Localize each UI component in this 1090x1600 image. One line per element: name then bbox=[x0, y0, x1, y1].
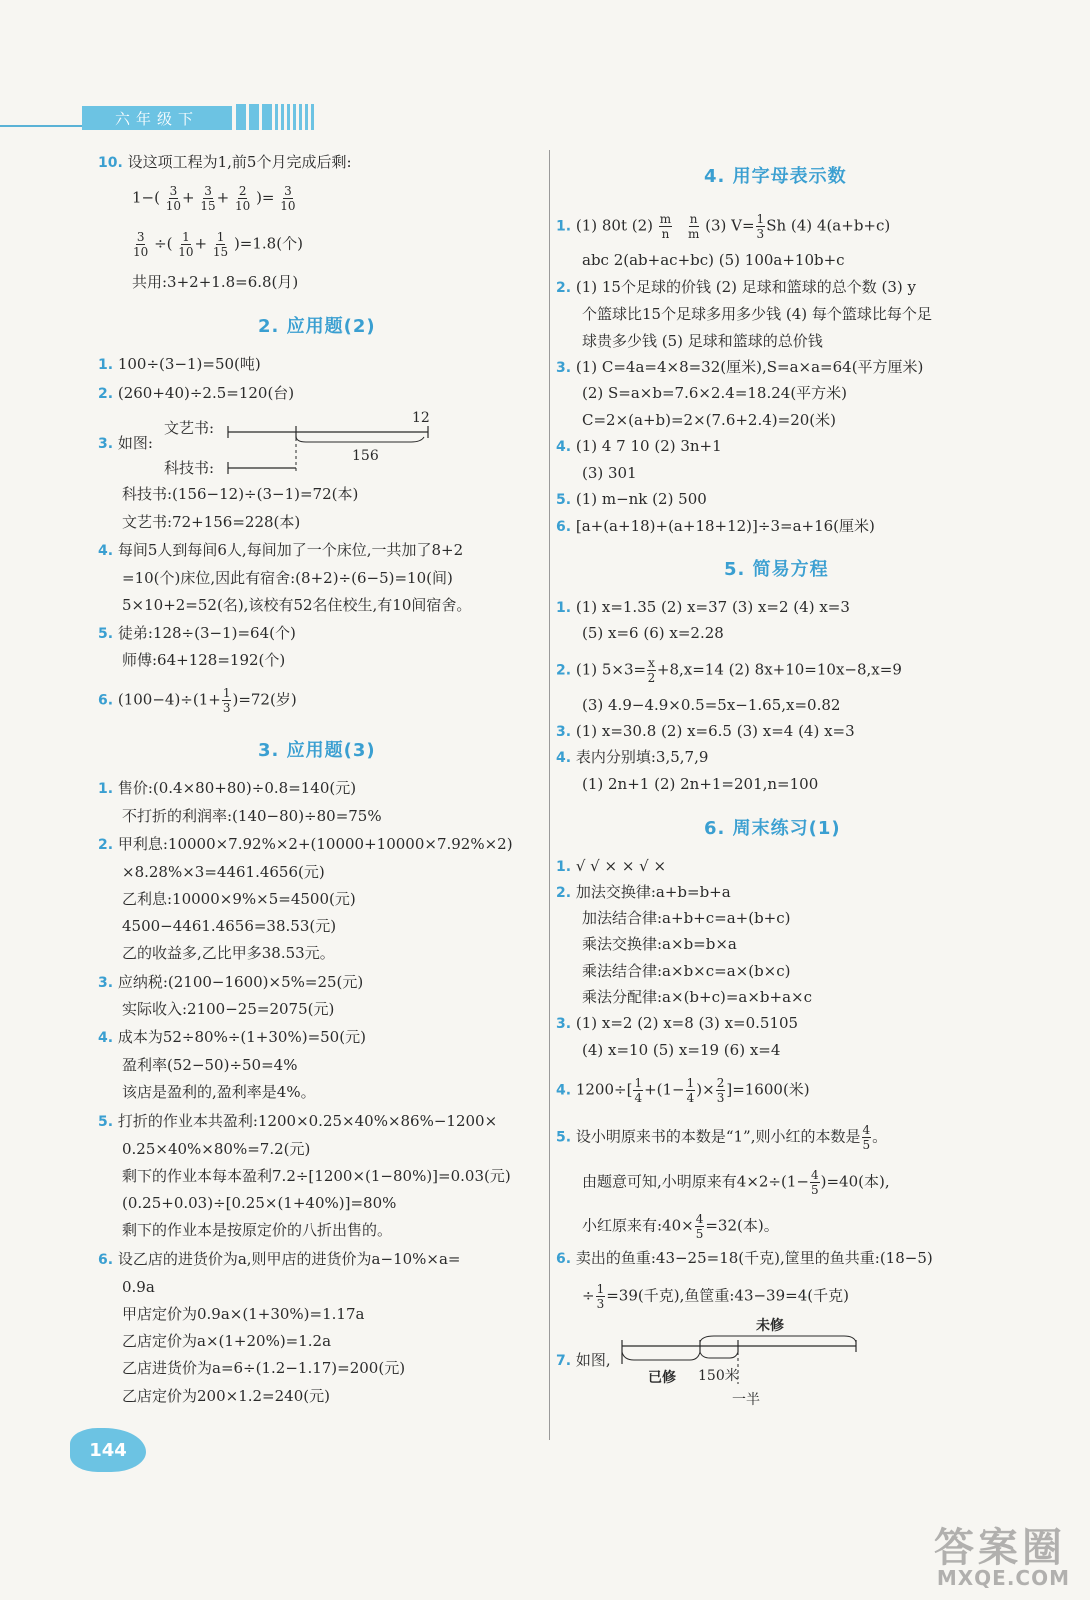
question-number: 1. bbox=[98, 781, 114, 797]
question-number: 5. bbox=[98, 1114, 114, 1130]
fraction bbox=[178, 230, 193, 259]
fraction-num: 3 bbox=[169, 184, 178, 198]
fraction-den: 15 bbox=[200, 199, 216, 213]
question-number: 6. bbox=[98, 1252, 114, 1268]
answer-text: (1) x=2 (2) x=8 (3) x=0.5105 bbox=[575, 1014, 799, 1032]
question-number: 6. bbox=[556, 1251, 572, 1267]
section-title-4: 4. 用字母表示数 bbox=[704, 166, 847, 187]
fraction-den: 5 bbox=[695, 1227, 704, 1241]
question-number: 1. bbox=[98, 357, 114, 373]
fraction-num: 1 bbox=[634, 1076, 643, 1090]
s3-q4-line3: 该店是盈利的,盈利率是4%。 bbox=[122, 1083, 316, 1101]
answer-text: 。 bbox=[872, 1127, 888, 1146]
answer-text: (1) 80t (2) bbox=[575, 216, 653, 235]
question-number: 3. bbox=[556, 724, 572, 740]
s5-q1-line2: (5) x=6 (6) x=2.28 bbox=[582, 624, 724, 642]
s3-q6-line2: 0.9a bbox=[122, 1278, 155, 1296]
answer-text: =39(千克),鱼筐重:43−39=4(千克) bbox=[606, 1286, 849, 1305]
q10-line3: $\frac{3}{10}$ ÷( $\frac{1}{10}$ + $\frac{1}{15}$ )=1.8(个) bbox=[133, 230, 303, 259]
s2-q4-line2: =10(个)床位,因此有宿舍:(8+2)÷(6−5)=10(间) bbox=[122, 569, 453, 587]
answer-text: 设乙店的进货价为a,则甲店的进货价为a−10%×a= bbox=[117, 1250, 461, 1268]
answer-text: (1) 5×3= bbox=[575, 660, 647, 679]
q10-line1 bbox=[98, 152, 352, 173]
fraction-den: 5 bbox=[862, 1138, 871, 1152]
fraction bbox=[280, 184, 295, 213]
s4-q5 bbox=[556, 489, 707, 510]
fraction bbox=[200, 184, 215, 213]
diagram-label-repaired: 已修 bbox=[648, 1370, 676, 1386]
s3-q3-line2: 实际收入:2100−25=2075(元) bbox=[122, 1000, 335, 1018]
diagram-label-156: 156 bbox=[352, 448, 379, 464]
s4-q4-line2: (3) 301 bbox=[582, 464, 637, 482]
answer-text: (1) x=1.35 (2) x=37 (3) x=2 (4) x=3 bbox=[575, 598, 850, 616]
answer-text: (1) x=30.8 (2) x=6.5 (3) x=4 (4) x=3 bbox=[575, 722, 855, 740]
s3-q4-line2: 盈利率(52−50)÷50=4% bbox=[122, 1056, 298, 1074]
s2-q3-line2: 文艺书:72+156=228(本) bbox=[122, 513, 301, 531]
diagram-label-half: 一半 bbox=[732, 1392, 760, 1408]
answer-text: )=40(本), bbox=[820, 1172, 890, 1191]
fraction-num: 4 bbox=[695, 1212, 704, 1226]
s2-q4-line3: 5×10+2=52(名),该校有52名住校生,有10间宿舍。 bbox=[122, 596, 472, 614]
fraction bbox=[688, 212, 699, 241]
diagram-label-unrepaired: 未修 bbox=[756, 1318, 784, 1334]
s6-q2-line2: 加法结合律:a+b+c=a+(b+c) bbox=[582, 909, 791, 927]
s6-q3 bbox=[556, 1013, 798, 1034]
answer-text: (100−4)÷(1+ bbox=[117, 690, 221, 709]
question-number: 3. bbox=[98, 436, 114, 452]
s6-q5 bbox=[556, 1123, 887, 1152]
s2-q6 bbox=[98, 686, 297, 715]
fraction-den: 10 bbox=[133, 245, 149, 259]
s6-q2-line5: 乘法分配律:a×(b+c)=a×b+a×c bbox=[582, 988, 813, 1006]
answer-text: 应纳税:(2100−1600)×5%=25(元) bbox=[117, 973, 364, 991]
s5-q4 bbox=[556, 747, 708, 768]
s6-q5-line2 bbox=[582, 1168, 890, 1197]
answer-text: 加法交换律:a+b=b+a bbox=[575, 883, 731, 901]
question-number: 4. bbox=[98, 1030, 114, 1046]
fraction-den: 10 bbox=[165, 199, 182, 213]
fraction-den: m bbox=[687, 227, 700, 241]
fraction-den: 10 bbox=[235, 199, 251, 213]
s3-q6-line6: 乙店定价为200×1.2=240(元) bbox=[122, 1387, 330, 1405]
fraction bbox=[222, 686, 232, 715]
question-number: 2. bbox=[98, 837, 114, 853]
fraction bbox=[659, 212, 672, 241]
diagram-label-wenyi: 文艺书: bbox=[164, 419, 215, 437]
s6-q2 bbox=[556, 882, 731, 903]
section-title-6: 6. 周末练习(1) bbox=[704, 818, 841, 839]
question-number: 1. bbox=[556, 218, 572, 235]
answer-text: )× bbox=[696, 1080, 715, 1099]
answer-text: (1) 15个足球的价钱 (2) 足球和篮球的总个数 (3) y bbox=[575, 278, 916, 296]
fraction-den: 10 bbox=[280, 199, 296, 213]
diagram-label-12: 12 bbox=[412, 410, 430, 426]
answer-text: Sh (4) 4(a+b+c) bbox=[766, 216, 891, 235]
answer-text: (260+40)÷2.5=120(台) bbox=[117, 384, 295, 402]
question-number: 3. bbox=[556, 360, 572, 376]
header-bars bbox=[236, 104, 314, 130]
s3-q2 bbox=[98, 834, 513, 855]
answer-text: 由题意可知,小明原来有4×2÷(1− bbox=[582, 1172, 809, 1191]
question-number: 1. bbox=[556, 600, 572, 616]
answer-text: ]=1600(米) bbox=[726, 1080, 810, 1099]
q10-line4: 共用:3+2+1.8=6.8(月) bbox=[132, 273, 299, 291]
s2-q5-line2: 师傅:64+128=192(个) bbox=[122, 651, 286, 669]
fraction-den: 2 bbox=[647, 671, 656, 685]
watermark-logo bbox=[886, 1516, 1076, 1590]
fraction-num: 3 bbox=[136, 230, 145, 244]
fraction-num: 1 bbox=[756, 212, 765, 226]
watermark-url: MXQE.COM bbox=[936, 1566, 1070, 1590]
s4-q3-line2: (2) S=a×b=7.6×2.4=18.24(平方米) bbox=[582, 384, 848, 402]
s2-q1 bbox=[98, 354, 261, 375]
q10-text: 设这项工程为1,前5个月完成后剩: bbox=[127, 153, 352, 171]
fraction bbox=[133, 230, 148, 259]
s2-q4 bbox=[98, 540, 463, 561]
fraction-num: x bbox=[648, 656, 655, 670]
s3-q4 bbox=[98, 1027, 366, 1048]
section-title-3: 3. 应用题(3) bbox=[258, 740, 376, 761]
answer-text: 如图: bbox=[117, 434, 153, 452]
question-number: 3. bbox=[98, 975, 114, 991]
question-number: 4. bbox=[98, 543, 114, 559]
fraction bbox=[596, 1282, 606, 1311]
s6-q4 bbox=[556, 1076, 810, 1105]
answer-text: (1) m−nk (2) 500 bbox=[575, 490, 707, 508]
diagram-label-150m: 150米 bbox=[698, 1368, 739, 1384]
answer-text: 100÷(3−1)=50(吨) bbox=[117, 355, 261, 373]
question-number: 5. bbox=[556, 1129, 572, 1146]
s4-q3-line3: C=2×(a+b)=2×(7.6+2.4)=20(米) bbox=[582, 411, 836, 429]
answer-text: )=72(岁) bbox=[232, 690, 297, 709]
column-divider bbox=[549, 150, 550, 1440]
s5-q2-line2: (3) 4.9−4.9×0.5=5x−1.65,x=0.82 bbox=[582, 696, 841, 714]
s4-q3 bbox=[556, 357, 923, 378]
answer-text: 如图, bbox=[575, 1351, 611, 1369]
s3-q6-line5: 乙店进货价为a=6÷(1.2−1.17)=200(元) bbox=[122, 1359, 406, 1377]
answer-text: 甲利息:10000×7.92%×2+(10000+10000×7.92%×2) bbox=[117, 835, 513, 853]
answer-text: 售价:(0.4×80+80)÷0.8=140(元) bbox=[117, 779, 357, 797]
s3-q2-line2: ×8.28%×3=4461.4656(元) bbox=[122, 863, 325, 881]
s6-q2-line3: 乘法交换律:a×b=b×a bbox=[582, 935, 737, 953]
s4-q1-line2: abc 2(ab+ac+bc) (5) 100a+10b+c bbox=[582, 251, 845, 269]
answer-text: 卖出的鱼重:43−25=18(千克),筐里的鱼共重:(18−5) bbox=[575, 1249, 933, 1267]
s3-q5-line5: 剩下的作业本是按原定价的八折出售的。 bbox=[122, 1221, 393, 1239]
question-number: 1. bbox=[556, 859, 572, 875]
fraction bbox=[647, 656, 656, 685]
fraction bbox=[166, 184, 181, 213]
question-number: 3. bbox=[556, 1016, 572, 1032]
answer-text: [a+(a+18)+(a+18+12)]÷3=a+16(厘米) bbox=[575, 517, 875, 535]
fraction-num: 1 bbox=[596, 1282, 605, 1296]
diagram-label-keji: 科技书: bbox=[164, 459, 215, 477]
answer-text: 表内分别填:3,5,7,9 bbox=[575, 748, 709, 766]
q10-expr-part: 1−( bbox=[132, 188, 160, 207]
s5-q2 bbox=[556, 656, 902, 685]
fraction-num: 1 bbox=[222, 686, 231, 700]
answer-text: 设小明原来书的本数是“1”,则小红的本数是 bbox=[575, 1127, 861, 1146]
s4-q4 bbox=[556, 436, 722, 457]
fraction-den: 3 bbox=[756, 227, 765, 241]
s6-q6 bbox=[556, 1248, 933, 1269]
answer-text: =32(本)。 bbox=[705, 1216, 779, 1235]
answer-text: 每间5人到每间6人,每间加了一个床位,一共加了8+2 bbox=[117, 541, 464, 559]
grade-tab: 六年级下 bbox=[82, 106, 232, 130]
s6-q3-line2: (4) x=10 (5) x=19 (6) x=4 bbox=[582, 1041, 781, 1059]
s5-q3 bbox=[556, 721, 855, 742]
question-number: 4. bbox=[556, 439, 572, 455]
s5-q4-line2: (1) 2n+1 (2) 2n+1=201,n=100 bbox=[582, 775, 819, 793]
answer-text: 1200÷[ bbox=[575, 1080, 633, 1099]
question-number: 2. bbox=[556, 662, 572, 679]
question-number: 4. bbox=[556, 1082, 572, 1099]
answer-text: 小红原来有:40× bbox=[582, 1216, 694, 1235]
question-number: 2. bbox=[556, 280, 572, 296]
s3-q6 bbox=[98, 1249, 461, 1270]
fraction-den: 4 bbox=[634, 1091, 643, 1105]
question-number: 7. bbox=[556, 1353, 572, 1369]
s4-q2-line2: 个篮球比15个足球多用多少钱 (4) 每个篮球比每个足 bbox=[582, 305, 932, 323]
s3-q2-line4: 4500−4461.4656=38.53(元) bbox=[122, 917, 337, 935]
section-title-2: 2. 应用题(2) bbox=[258, 316, 376, 337]
question-number: 6. bbox=[98, 692, 114, 709]
q10-line2: 1−( $\frac{3}{10}$ + $\frac{3}{15}$ + $\frac{2}{10}$ )= $\frac{3}{10}$ bbox=[132, 184, 296, 213]
question-number: 4. bbox=[556, 750, 572, 766]
q10-expr-part: )= bbox=[256, 188, 275, 207]
s3-q2-line3: 乙利息:10000×9%×5=4500(元) bbox=[122, 890, 356, 908]
s3-q6-line3: 甲店定价为0.9a×(1+30%)=1.17a bbox=[122, 1305, 365, 1323]
watermark-text: 答案圈 bbox=[934, 1525, 1066, 1571]
fraction bbox=[633, 1076, 643, 1105]
answer-text: √ √ × × √ × bbox=[575, 857, 667, 875]
s2-q3-line1: 科技书:(156−12)÷(3−1)=72(本) bbox=[122, 485, 359, 503]
s3-q1-line2: 不打折的利润率:(140−80)÷80=75% bbox=[122, 807, 382, 825]
fraction-num: 4 bbox=[810, 1168, 819, 1182]
answer-text: ÷ bbox=[582, 1286, 595, 1305]
fraction-den: 3 bbox=[596, 1297, 605, 1311]
fraction bbox=[716, 1076, 726, 1105]
question-number: 5. bbox=[98, 626, 114, 642]
s6-q2-line4: 乘法结合律:a×b×c=a×(b×c) bbox=[582, 962, 791, 980]
s6-q6-line2 bbox=[582, 1282, 849, 1311]
s2-q5 bbox=[98, 623, 296, 644]
s3-q6-line4: 乙店定价为a×(1+20%)=1.2a bbox=[122, 1332, 332, 1350]
fraction-num: m bbox=[659, 212, 672, 226]
fraction-num: 2 bbox=[716, 1076, 725, 1090]
question-number: 2. bbox=[98, 386, 114, 402]
q10-number: 10. bbox=[98, 155, 123, 171]
s3-q5-line3: 剩下的作业本每本盈利7.2÷[1200×(1−80%)]=0.03(元) bbox=[122, 1167, 511, 1185]
fraction-num: 4 bbox=[862, 1123, 871, 1137]
fraction bbox=[695, 1212, 705, 1241]
fraction bbox=[213, 230, 228, 259]
s3-q3 bbox=[98, 972, 363, 993]
s3-q5-line2: 0.25×40%×80%=7.2(元) bbox=[122, 1140, 311, 1158]
q10-expr-part: )=1.8(个) bbox=[233, 234, 303, 253]
fraction bbox=[686, 1076, 696, 1105]
answer-text: +8,x=14 (2) 8x+10=10x−8,x=9 bbox=[656, 660, 902, 679]
s6-q1 bbox=[556, 856, 666, 877]
s6-q5-line3 bbox=[582, 1212, 779, 1241]
s3-q1 bbox=[98, 778, 356, 799]
fraction bbox=[862, 1123, 872, 1152]
fraction-den: 15 bbox=[212, 245, 229, 259]
s6-q7 bbox=[556, 1350, 611, 1371]
answer-text: (1) 4 7 10 (2) 3n+1 bbox=[575, 437, 722, 455]
s3-q5 bbox=[98, 1111, 497, 1132]
fraction-num: 2 bbox=[238, 184, 247, 198]
answer-text: (1) C=4a=4×8=32(厘米),S=a×a=64(平方厘米) bbox=[575, 358, 924, 376]
s3-q5-line4: (0.25+0.03)÷[0.25×(1+40%)]=80% bbox=[122, 1194, 397, 1212]
answer-text: +(1− bbox=[644, 1080, 685, 1099]
fraction bbox=[235, 184, 250, 213]
fraction-num: 1 bbox=[216, 230, 225, 244]
section-title-5: 5. 简易方程 bbox=[724, 559, 829, 580]
fraction-den: 3 bbox=[222, 701, 231, 715]
fraction-num: 1 bbox=[182, 230, 190, 244]
fraction bbox=[810, 1168, 820, 1197]
s2-q3-lead bbox=[98, 433, 153, 454]
line-segment-diagram bbox=[226, 420, 436, 480]
s2-q2 bbox=[98, 383, 294, 404]
question-number: 2. bbox=[556, 885, 572, 901]
fraction-den: 4 bbox=[686, 1091, 695, 1105]
s5-q1 bbox=[556, 597, 850, 618]
s3-q2-line5: 乙的收益多,乙比甲多38.53元。 bbox=[122, 944, 335, 962]
repair-diagram bbox=[618, 1334, 868, 1394]
fraction-den: n bbox=[661, 227, 670, 241]
fraction bbox=[756, 212, 766, 241]
fraction-num: n bbox=[689, 212, 698, 226]
fraction-num: 3 bbox=[284, 184, 292, 198]
fraction-num: 3 bbox=[204, 184, 212, 198]
s4-q2-line3: 球贵多少钱 (5) 足球和篮球的总价钱 bbox=[582, 332, 823, 350]
answer-text: 成本为52÷80%÷(1+30%)=50(元) bbox=[117, 1028, 366, 1046]
s4-q6 bbox=[556, 516, 875, 537]
fraction-den: 3 bbox=[716, 1091, 725, 1105]
answer-text: (3) V= bbox=[705, 216, 755, 235]
question-number: 5. bbox=[556, 492, 572, 508]
answer-text: 打折的作业本共盈利:1200×0.25×40%×86%−1200× bbox=[117, 1112, 498, 1130]
s4-q2 bbox=[556, 277, 916, 298]
fraction-num: 1 bbox=[686, 1076, 695, 1090]
fraction-den: 5 bbox=[810, 1183, 819, 1197]
s4-q1 bbox=[556, 212, 890, 241]
page-number: 144 bbox=[70, 1428, 146, 1472]
question-number: 6. bbox=[556, 519, 572, 535]
q10-expr-part: ÷( bbox=[154, 234, 173, 253]
fraction-den: 10 bbox=[178, 245, 194, 259]
answer-text: 徒弟:128÷(3−1)=64(个) bbox=[117, 624, 296, 642]
